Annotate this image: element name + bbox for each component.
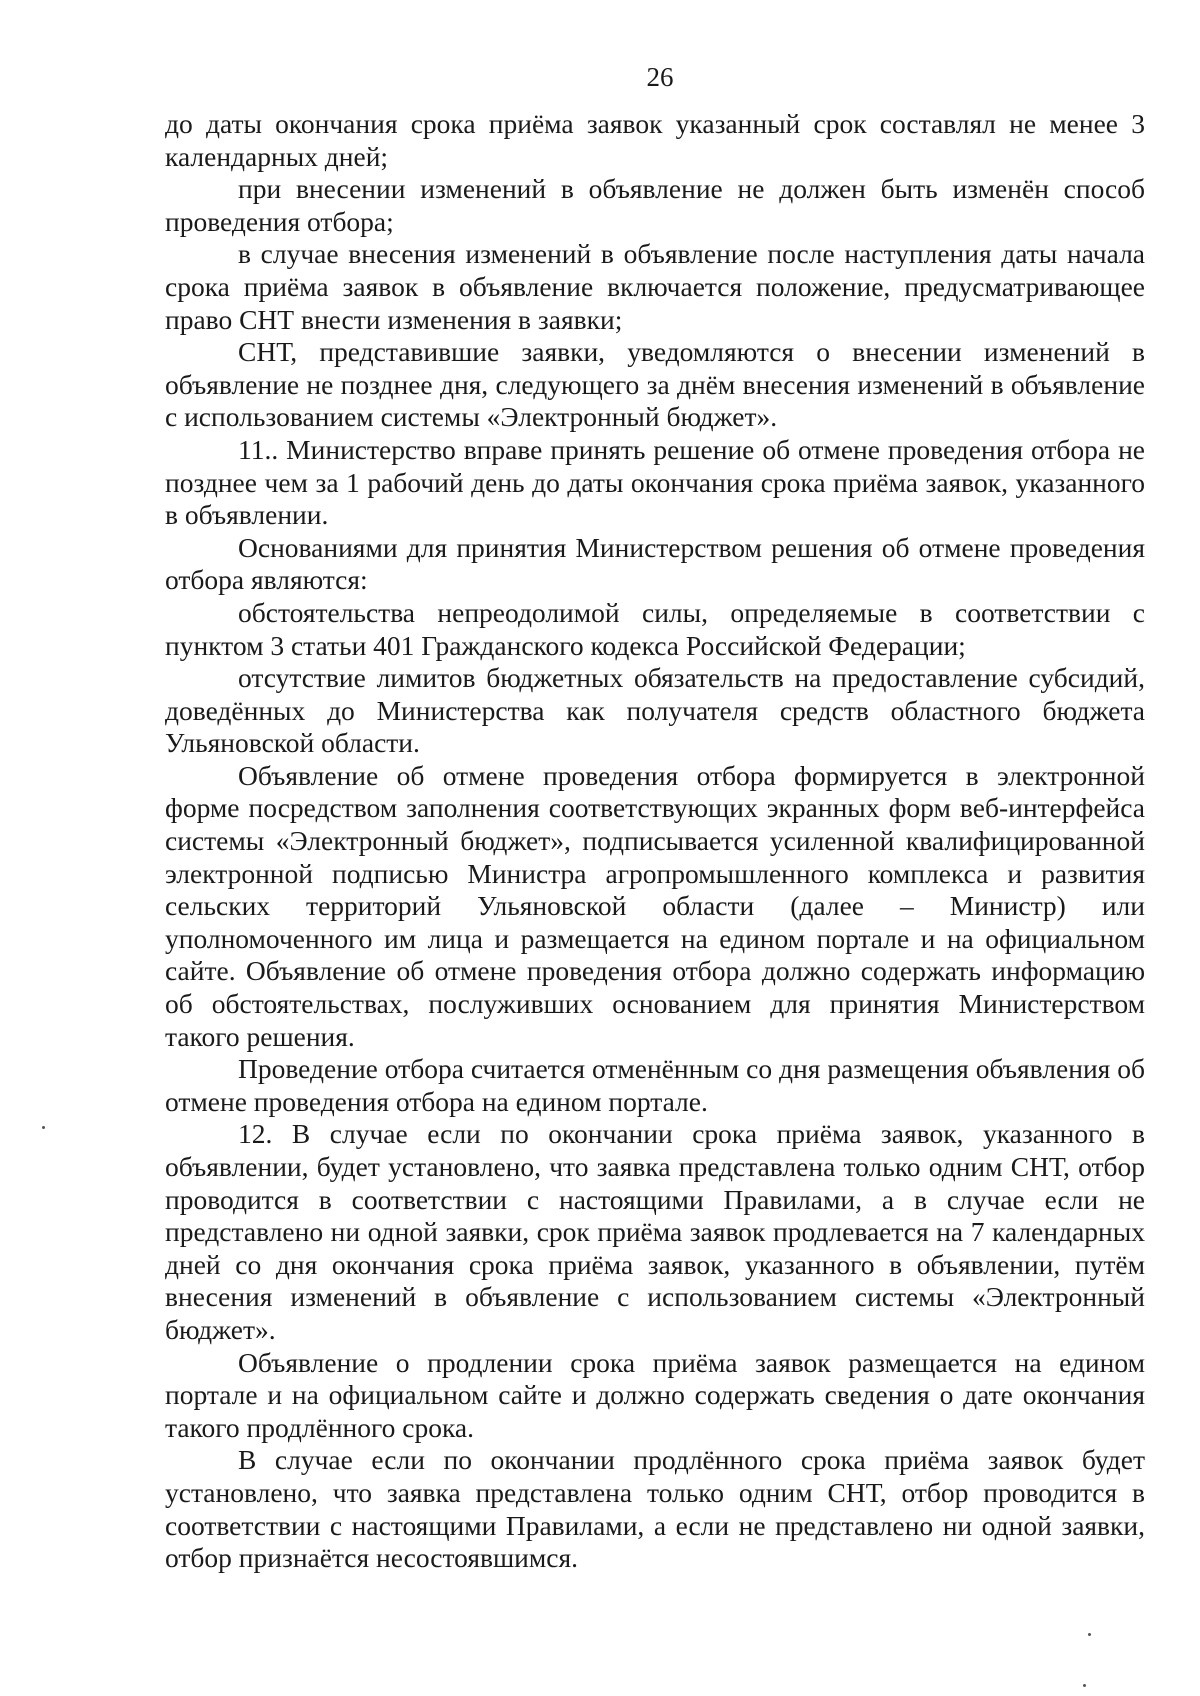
paragraph: 12. В случае если по окончании срока приёма заявок, указанного в объявлении, будет установлено, что заявка представлена только одним СНТ, отбор проводится в соответствии с настоящими Правилами, а в случае если не представлено ни одной заявки, срок приёма заявок продлевается на 7 календарных дней со дня окончания срока приёма заявок, указанного в объявлении, путём внесения изменений в объявление с использованием системы «Электронный бюджет». <box>165 1118 1145 1345</box>
paragraph: Основаниями для принятия Министерством решения об отмене проведения отбора являются: <box>165 531 1145 596</box>
paragraph: 11.. Министерство вправе принять решение об отмене проведения отбора не позднее чем за 1 рабочий день до даты окончания срока приёма заявок, указанного в объявлении. <box>165 433 1145 531</box>
scan-speck <box>1083 1684 1086 1687</box>
scan-speck <box>1088 1633 1091 1636</box>
page-number: 26 <box>646 62 674 92</box>
paragraph: до даты окончания срока приёма заявок указанный срок составлял не менее 3 календарных дней; <box>165 108 1145 172</box>
paragraph: Объявление об отмене проведения отбора формируется в электронной форме посредством заполнения соответствующих экранных форм веб-интерфейса системы «Электронный бюджет», подписывается усиленной квалифицированной электронной подписью Министра агропромышленного комплекса и развития сельских территорий Ульяновской области (далее – Министр) или уполномоченного им лица и размещается на едином портале и на официальном сайте. Объявление об отмене проведения отбора должно содержать информацию об обстоятельствах, послуживших основанием для принятия Министерством такого решения. <box>165 759 1145 1052</box>
paragraph: в случае внесения изменений в объявление после наступления даты начала срока приёма заявок в объявление включается положение, предусматривающее право СНТ внести изменения в заявки; <box>165 238 1145 335</box>
paragraph: Проведение отбора считается отменённым со дня размещения объявления об отмене проведения отбора на едином портале. <box>165 1053 1145 1117</box>
paragraph: при внесении изменений в объявление не должен быть изменён способ проведения отбора; <box>165 173 1145 237</box>
paragraph: СНТ, представившие заявки, уведомляются о внесении изменений в объявление не позднее дня, следующего за днём внесения изменений в объявление с использованием системы «Электронный бюджет». <box>165 336 1145 433</box>
paragraph: В случае если по окончании продлённого срока приёма заявок будет установлено, что заявка представлена только одним СНТ, отбор проводится в соответствии с настоящими Правилами, а если не представлено ни одной заявки, отбор признаётся несостоявшимся. <box>165 1444 1145 1574</box>
document-body <box>165 108 1145 1575</box>
paragraph: отсутствие лимитов бюджетных обязательств на предоставление субсидий, доведённых до Министерства как получателя средств областного бюджета Ульяновской области. <box>165 662 1145 759</box>
paragraph: Объявление о продлении срока приёма заявок размещается на едином портале и на официальном сайте и должно содержать сведения о дате окончания такого продлённого срока. <box>165 1346 1145 1443</box>
paragraph: обстоятельства непреодолимой силы, определяемые в соответствии с пунктом 3 статьи 401 Гражданского кодекса Российской Федерации; <box>165 596 1145 661</box>
scan-speck <box>42 1126 45 1129</box>
